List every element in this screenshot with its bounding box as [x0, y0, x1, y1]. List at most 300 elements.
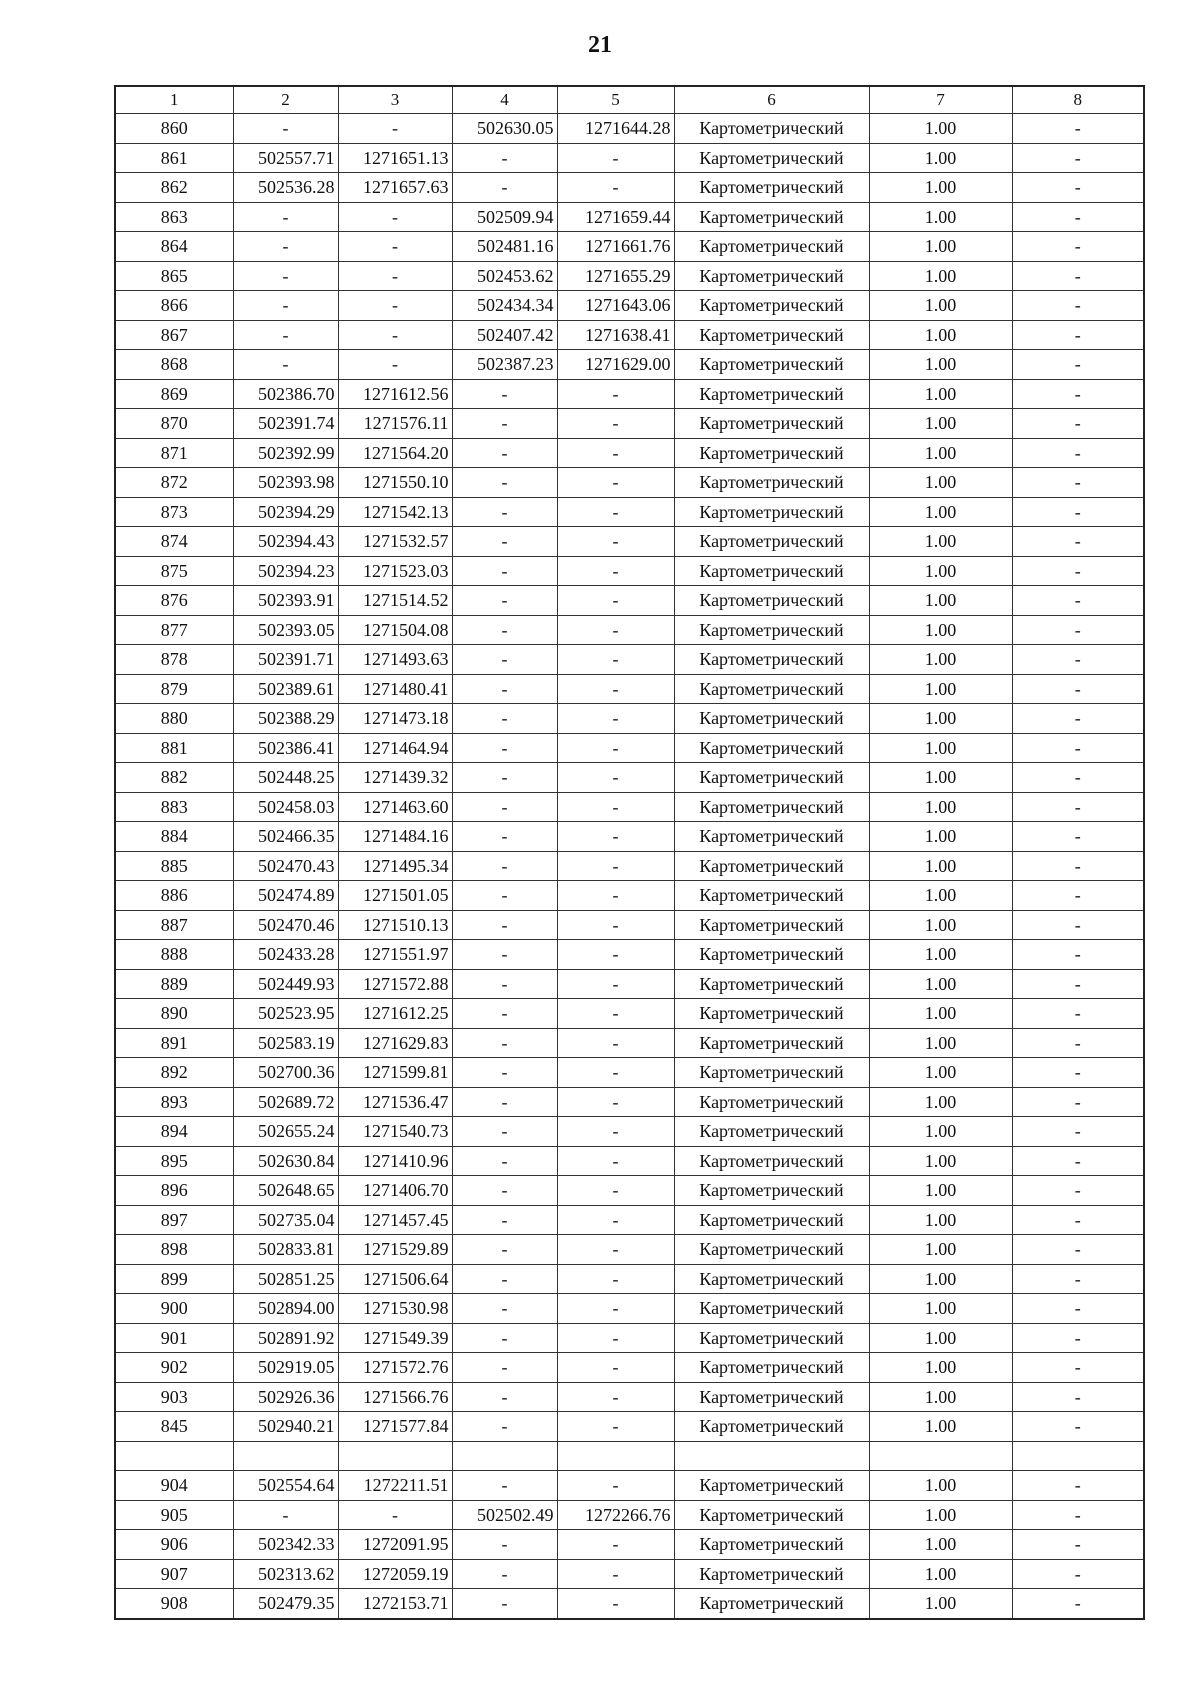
method-cell: Картометрический	[674, 1058, 869, 1088]
y-coord-alt-cell: 1271629.00	[557, 350, 674, 380]
point-number-cell: 874	[115, 527, 233, 557]
x-coord-alt-cell: -	[452, 1323, 557, 1353]
y-coord-alt-cell: -	[557, 1028, 674, 1058]
table-row	[115, 1235, 1144, 1265]
table-row	[115, 232, 1144, 262]
point-number-cell: 872	[115, 468, 233, 498]
table-row	[115, 1471, 1144, 1501]
accuracy-cell: 1.00	[869, 527, 1012, 557]
point-number-cell: 900	[115, 1294, 233, 1324]
table-row	[115, 1087, 1144, 1117]
accuracy-cell: 1.00	[869, 409, 1012, 439]
description-cell: -	[1012, 497, 1144, 527]
accuracy-cell: 1.00	[869, 1500, 1012, 1530]
table-row	[115, 350, 1144, 380]
y-coord-cell: 1271523.03	[338, 556, 452, 586]
x-coord-cell: 502391.71	[233, 645, 338, 675]
description-cell: -	[1012, 1412, 1144, 1442]
accuracy-cell: 1.00	[869, 615, 1012, 645]
table-row	[115, 1176, 1144, 1206]
accuracy-cell: 1.00	[869, 674, 1012, 704]
y-coord-alt-cell: 1271655.29	[557, 261, 674, 291]
point-number-cell: 899	[115, 1264, 233, 1294]
x-coord-cell: 502389.61	[233, 674, 338, 704]
description-cell: -	[1012, 1323, 1144, 1353]
y-coord-alt-cell: -	[557, 1235, 674, 1265]
y-coord-alt-cell: 1271659.44	[557, 202, 674, 232]
description-cell: -	[1012, 232, 1144, 262]
x-coord-alt-cell: -	[452, 674, 557, 704]
point-number-cell: 897	[115, 1205, 233, 1235]
y-coord-cell: 1271501.05	[338, 881, 452, 911]
x-coord-cell: 502393.98	[233, 468, 338, 498]
point-number-cell: 860	[115, 114, 233, 144]
point-number-cell: 895	[115, 1146, 233, 1176]
description-cell: -	[1012, 379, 1144, 409]
description-cell	[1012, 1441, 1144, 1471]
description-cell: -	[1012, 1471, 1144, 1501]
table-row	[115, 202, 1144, 232]
y-coord-alt-cell: -	[557, 556, 674, 586]
point-number-cell: 901	[115, 1323, 233, 1353]
table-row	[115, 527, 1144, 557]
accuracy-cell: 1.00	[869, 969, 1012, 999]
point-number-cell: 908	[115, 1589, 233, 1619]
point-number-cell: 892	[115, 1058, 233, 1088]
x-coord-alt-cell: -	[452, 1058, 557, 1088]
description-cell: -	[1012, 409, 1144, 439]
x-coord-alt-cell: -	[452, 1146, 557, 1176]
table-row	[115, 881, 1144, 911]
method-cell: Картометрический	[674, 822, 869, 852]
y-coord-cell: 1271529.89	[338, 1235, 452, 1265]
y-coord-cell: -	[338, 291, 452, 321]
description-cell: -	[1012, 202, 1144, 232]
method-cell: Картометрический	[674, 763, 869, 793]
y-coord-alt-cell: -	[557, 733, 674, 763]
point-number-cell: 889	[115, 969, 233, 999]
description-cell: -	[1012, 704, 1144, 734]
table-row	[115, 438, 1144, 468]
accuracy-cell: 1.00	[869, 1058, 1012, 1088]
x-coord-alt-cell: -	[452, 497, 557, 527]
accuracy-cell: 1.00	[869, 1412, 1012, 1442]
table-row	[115, 114, 1144, 144]
method-cell: Картометрический	[674, 674, 869, 704]
accuracy-cell: 1.00	[869, 881, 1012, 911]
description-cell: -	[1012, 733, 1144, 763]
description-cell: -	[1012, 1087, 1144, 1117]
table-row	[115, 173, 1144, 203]
y-coord-alt-cell: 1271643.06	[557, 291, 674, 321]
x-coord-cell: 502851.25	[233, 1264, 338, 1294]
description-cell: -	[1012, 1176, 1144, 1206]
description-cell: -	[1012, 1235, 1144, 1265]
y-coord-alt-cell: -	[557, 999, 674, 1029]
point-number-cell: 845	[115, 1412, 233, 1442]
accuracy-cell: 1.00	[869, 438, 1012, 468]
y-coord-alt-cell: -	[557, 1146, 674, 1176]
x-coord-alt-cell: -	[452, 1412, 557, 1442]
accuracy-cell: 1.00	[869, 822, 1012, 852]
y-coord-alt-cell: -	[557, 1205, 674, 1235]
x-coord-cell: 502648.65	[233, 1176, 338, 1206]
y-coord-alt-cell: -	[557, 1382, 674, 1412]
x-coord-alt-cell: -	[452, 1087, 557, 1117]
y-coord-cell: 1271463.60	[338, 792, 452, 822]
accuracy-cell: 1.00	[869, 556, 1012, 586]
y-coord-alt-cell: -	[557, 851, 674, 881]
y-coord-cell: 1271530.98	[338, 1294, 452, 1324]
x-coord-cell: -	[233, 1500, 338, 1530]
accuracy-cell: 1.00	[869, 143, 1012, 173]
x-coord-alt-cell: -	[452, 881, 557, 911]
method-cell: Картометрический	[674, 468, 869, 498]
method-cell: Картометрический	[674, 350, 869, 380]
y-coord-alt-cell: -	[557, 1559, 674, 1589]
accuracy-cell: 1.00	[869, 291, 1012, 321]
x-coord-cell: 502394.23	[233, 556, 338, 586]
method-cell: Картометрический	[674, 379, 869, 409]
y-coord-alt-cell: -	[557, 1176, 674, 1206]
accuracy-cell: 1.00	[869, 1589, 1012, 1619]
y-coord-cell: 1271577.84	[338, 1412, 452, 1442]
page-number: 21	[588, 32, 612, 58]
method-cell: Картометрический	[674, 1412, 869, 1442]
point-number-cell: 879	[115, 674, 233, 704]
y-coord-alt-cell: -	[557, 173, 674, 203]
x-coord-alt-cell: 502630.05	[452, 114, 557, 144]
accuracy-cell: 1.00	[869, 114, 1012, 144]
method-cell: Картометрический	[674, 586, 869, 616]
x-coord-alt-cell: -	[452, 645, 557, 675]
x-coord-alt-cell: 502434.34	[452, 291, 557, 321]
accuracy-cell	[869, 1441, 1012, 1471]
description-cell: -	[1012, 1559, 1144, 1589]
x-coord-alt-cell: -	[452, 940, 557, 970]
point-number-cell: 903	[115, 1382, 233, 1412]
table-row	[115, 291, 1144, 321]
y-coord-cell: 1272059.19	[338, 1559, 452, 1589]
y-coord-alt-cell: -	[557, 468, 674, 498]
accuracy-cell: 1.00	[869, 792, 1012, 822]
table-row	[115, 733, 1144, 763]
method-cell	[674, 1441, 869, 1471]
point-number-cell: 896	[115, 1176, 233, 1206]
point-number-cell: 894	[115, 1117, 233, 1147]
y-coord-cell: -	[338, 350, 452, 380]
description-cell: -	[1012, 851, 1144, 881]
description-cell: -	[1012, 1353, 1144, 1383]
y-coord-cell: -	[338, 202, 452, 232]
x-coord-alt-cell: -	[452, 1205, 557, 1235]
table-row	[115, 468, 1144, 498]
x-coord-alt-cell: -	[452, 733, 557, 763]
accuracy-cell: 1.00	[869, 379, 1012, 409]
y-coord-cell: 1271550.10	[338, 468, 452, 498]
x-coord-alt-cell: -	[452, 704, 557, 734]
x-coord-cell: 502313.62	[233, 1559, 338, 1589]
method-cell: Картометрический	[674, 497, 869, 527]
description-cell: -	[1012, 1117, 1144, 1147]
y-coord-cell	[338, 1441, 452, 1471]
description-cell: -	[1012, 969, 1144, 999]
x-coord-cell: 502449.93	[233, 969, 338, 999]
method-cell: Картометрический	[674, 261, 869, 291]
column-header: 5	[557, 86, 674, 114]
point-number-cell: 880	[115, 704, 233, 734]
point-number-cell: 885	[115, 851, 233, 881]
table-row	[115, 1205, 1144, 1235]
y-coord-alt-cell: -	[557, 1087, 674, 1117]
point-number-cell: 888	[115, 940, 233, 970]
column-header: 4	[452, 86, 557, 114]
description-cell: -	[1012, 261, 1144, 291]
x-coord-alt-cell: -	[452, 999, 557, 1029]
description-cell: -	[1012, 1146, 1144, 1176]
accuracy-cell: 1.00	[869, 1353, 1012, 1383]
point-number-cell: 906	[115, 1530, 233, 1560]
point-number-cell: 891	[115, 1028, 233, 1058]
y-coord-alt-cell: -	[557, 645, 674, 675]
y-coord-cell: 1271566.76	[338, 1382, 452, 1412]
point-number-cell: 868	[115, 350, 233, 380]
x-coord-alt-cell: -	[452, 1176, 557, 1206]
x-coord-cell: -	[233, 291, 338, 321]
description-cell: -	[1012, 763, 1144, 793]
x-coord-cell: 502919.05	[233, 1353, 338, 1383]
y-coord-cell: 1271484.16	[338, 822, 452, 852]
y-coord-cell: 1271536.47	[338, 1087, 452, 1117]
y-coord-cell: 1272153.71	[338, 1589, 452, 1619]
y-coord-cell: 1271549.39	[338, 1323, 452, 1353]
point-number-cell: 870	[115, 409, 233, 439]
accuracy-cell: 1.00	[869, 999, 1012, 1029]
x-coord-cell: 502479.35	[233, 1589, 338, 1619]
x-coord-alt-cell: -	[452, 1530, 557, 1560]
table-body	[115, 86, 1144, 1619]
y-coord-cell: 1271495.34	[338, 851, 452, 881]
accuracy-cell: 1.00	[869, 202, 1012, 232]
table-row	[115, 969, 1144, 999]
table-row	[115, 1589, 1144, 1619]
y-coord-alt-cell: -	[557, 881, 674, 911]
y-coord-alt-cell: -	[557, 1412, 674, 1442]
method-cell: Картометрический	[674, 527, 869, 557]
description-cell: -	[1012, 1382, 1144, 1412]
x-coord-alt-cell: -	[452, 1353, 557, 1383]
point-number-cell: 881	[115, 733, 233, 763]
method-cell: Картометрический	[674, 438, 869, 468]
accuracy-cell: 1.00	[869, 1323, 1012, 1353]
header-row	[115, 86, 1144, 114]
method-cell: Картометрический	[674, 1471, 869, 1501]
x-coord-cell: 502891.92	[233, 1323, 338, 1353]
point-number-cell: 869	[115, 379, 233, 409]
table-row	[115, 1117, 1144, 1147]
point-number-cell: 865	[115, 261, 233, 291]
y-coord-alt-cell: -	[557, 615, 674, 645]
point-number-cell: 876	[115, 586, 233, 616]
y-coord-cell: 1271410.96	[338, 1146, 452, 1176]
column-header: 3	[338, 86, 452, 114]
y-coord-cell: 1272211.51	[338, 1471, 452, 1501]
x-coord-alt-cell: -	[452, 1589, 557, 1619]
x-coord-alt-cell: -	[452, 586, 557, 616]
description-cell: -	[1012, 350, 1144, 380]
point-number-cell: 907	[115, 1559, 233, 1589]
method-cell: Картометрический	[674, 1028, 869, 1058]
method-cell: Картометрический	[674, 409, 869, 439]
column-header: 6	[674, 86, 869, 114]
x-coord-cell: 502926.36	[233, 1382, 338, 1412]
x-coord-cell: 502392.99	[233, 438, 338, 468]
table-row	[115, 763, 1144, 793]
y-coord-alt-cell: -	[557, 1294, 674, 1324]
y-coord-alt-cell: -	[557, 409, 674, 439]
table-row	[115, 615, 1144, 645]
point-number-cell: 863	[115, 202, 233, 232]
table-row	[115, 704, 1144, 734]
description-cell: -	[1012, 1294, 1144, 1324]
table-row	[115, 409, 1144, 439]
accuracy-cell: 1.00	[869, 468, 1012, 498]
x-coord-cell: 502342.33	[233, 1530, 338, 1560]
point-number-cell	[115, 1441, 233, 1471]
x-coord-alt-cell: -	[452, 615, 557, 645]
y-coord-alt-cell: -	[557, 527, 674, 557]
point-number-cell: 886	[115, 881, 233, 911]
accuracy-cell: 1.00	[869, 1559, 1012, 1589]
x-coord-cell: 502630.84	[233, 1146, 338, 1176]
point-number-cell: 887	[115, 910, 233, 940]
description-cell: -	[1012, 1205, 1144, 1235]
description-cell: -	[1012, 527, 1144, 557]
x-coord-alt-cell: -	[452, 1559, 557, 1589]
x-coord-alt-cell: -	[452, 527, 557, 557]
table-row	[115, 320, 1144, 350]
table-row	[115, 645, 1144, 675]
table-row	[115, 1441, 1144, 1471]
x-coord-cell: 502655.24	[233, 1117, 338, 1147]
y-coord-cell: 1271504.08	[338, 615, 452, 645]
table-row	[115, 910, 1144, 940]
x-coord-cell: 502391.74	[233, 409, 338, 439]
accuracy-cell: 1.00	[869, 1028, 1012, 1058]
y-coord-cell: 1271439.32	[338, 763, 452, 793]
method-cell: Картометрический	[674, 1559, 869, 1589]
x-coord-alt-cell: -	[452, 969, 557, 999]
table-row	[115, 497, 1144, 527]
table-row	[115, 1500, 1144, 1530]
accuracy-cell: 1.00	[869, 1235, 1012, 1265]
accuracy-cell: 1.00	[869, 1264, 1012, 1294]
y-coord-cell: 1272091.95	[338, 1530, 452, 1560]
method-cell: Картометрический	[674, 1530, 869, 1560]
method-cell: Картометрический	[674, 999, 869, 1029]
table-row	[115, 1323, 1144, 1353]
y-coord-cell: 1271576.11	[338, 409, 452, 439]
y-coord-cell: -	[338, 232, 452, 262]
y-coord-cell: 1271480.41	[338, 674, 452, 704]
x-coord-alt-cell: 502502.49	[452, 1500, 557, 1530]
point-number-cell: 890	[115, 999, 233, 1029]
method-cell: Картометрический	[674, 1589, 869, 1619]
y-coord-cell: 1271532.57	[338, 527, 452, 557]
table-row	[115, 1294, 1144, 1324]
y-coord-alt-cell: -	[557, 1353, 674, 1383]
y-coord-cell: 1271510.13	[338, 910, 452, 940]
x-coord-cell: 502554.64	[233, 1471, 338, 1501]
x-coord-cell: 502700.36	[233, 1058, 338, 1088]
description-cell: -	[1012, 291, 1144, 321]
accuracy-cell: 1.00	[869, 320, 1012, 350]
description-cell: -	[1012, 556, 1144, 586]
y-coord-alt-cell: 1271638.41	[557, 320, 674, 350]
point-number-cell: 875	[115, 556, 233, 586]
table-row	[115, 1058, 1144, 1088]
x-coord-cell: 502583.19	[233, 1028, 338, 1058]
table-row	[115, 143, 1144, 173]
description-cell: -	[1012, 910, 1144, 940]
description-cell: -	[1012, 645, 1144, 675]
y-coord-cell: 1271514.52	[338, 586, 452, 616]
accuracy-cell: 1.00	[869, 1117, 1012, 1147]
point-number-cell: 884	[115, 822, 233, 852]
y-coord-cell: 1271657.63	[338, 173, 452, 203]
point-number-cell: 871	[115, 438, 233, 468]
x-coord-cell: 502536.28	[233, 173, 338, 203]
x-coord-alt-cell: -	[452, 851, 557, 881]
table-row	[115, 556, 1144, 586]
accuracy-cell: 1.00	[869, 733, 1012, 763]
x-coord-alt-cell: -	[452, 1471, 557, 1501]
description-cell: -	[1012, 320, 1144, 350]
accuracy-cell: 1.00	[869, 261, 1012, 291]
description-cell: -	[1012, 1589, 1144, 1619]
x-coord-cell: 502474.89	[233, 881, 338, 911]
method-cell: Картометрический	[674, 969, 869, 999]
x-coord-alt-cell: -	[452, 910, 557, 940]
accuracy-cell: 1.00	[869, 704, 1012, 734]
table-row	[115, 999, 1144, 1029]
y-coord-alt-cell: -	[557, 940, 674, 970]
y-coord-cell: 1271612.25	[338, 999, 452, 1029]
method-cell: Картометрический	[674, 1353, 869, 1383]
method-cell: Картометрический	[674, 1176, 869, 1206]
point-number-cell: 902	[115, 1353, 233, 1383]
y-coord-alt-cell: -	[557, 1323, 674, 1353]
x-coord-cell: 502557.71	[233, 143, 338, 173]
y-coord-alt-cell: -	[557, 143, 674, 173]
description-cell: -	[1012, 1530, 1144, 1560]
table-row	[115, 851, 1144, 881]
table-row	[115, 1146, 1144, 1176]
point-number-cell: 898	[115, 1235, 233, 1265]
table-row	[115, 1028, 1144, 1058]
x-coord-cell: 502388.29	[233, 704, 338, 734]
point-number-cell: 861	[115, 143, 233, 173]
column-header: 1	[115, 86, 233, 114]
description-cell: -	[1012, 468, 1144, 498]
y-coord-cell: -	[338, 114, 452, 144]
description-cell: -	[1012, 674, 1144, 704]
x-coord-cell: 502393.05	[233, 615, 338, 645]
description-cell: -	[1012, 881, 1144, 911]
coordinates-table	[114, 85, 1145, 1620]
method-cell: Картометрический	[674, 1323, 869, 1353]
accuracy-cell: 1.00	[869, 763, 1012, 793]
